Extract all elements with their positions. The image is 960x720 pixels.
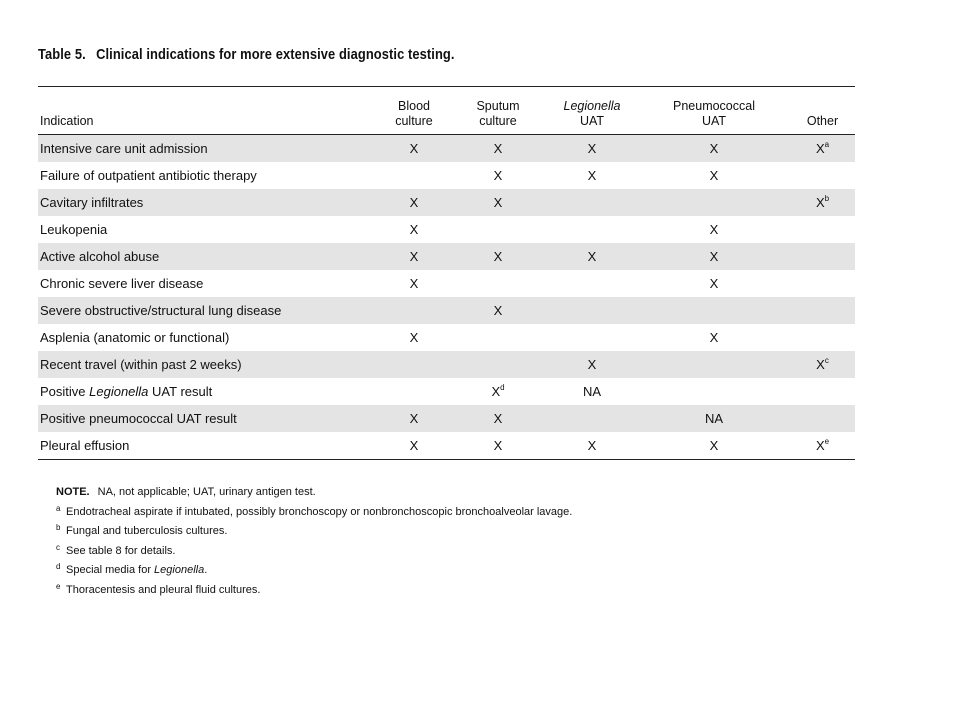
other-cell [790, 351, 855, 378]
table-number: Table 5. [38, 46, 86, 63]
indication-cell: Positive pneumococcal UAT result [38, 405, 378, 432]
cell-value: NA [582, 384, 602, 399]
sputum-cell [450, 351, 546, 378]
other-cell [790, 135, 855, 163]
other-cell [790, 324, 855, 351]
pneumo-cell [638, 162, 790, 189]
cell-value: X [587, 357, 597, 372]
table-caption: Clinical indications for more extensive diagnostic testing. [96, 46, 455, 63]
table-row [38, 270, 855, 297]
legionella-cell [546, 405, 638, 432]
cell-value: X [709, 222, 719, 237]
footnote-ref: c [824, 356, 829, 365]
pneumo-cell [638, 243, 790, 270]
legionella-cell [546, 216, 638, 243]
column-header-indication: Indication [38, 87, 378, 135]
cell-value: X [709, 438, 719, 453]
blood-cell [378, 324, 450, 351]
indication-cell: Leukopenia [38, 216, 378, 243]
table-row [38, 324, 855, 351]
footnotes [56, 501, 572, 599]
note-line [56, 484, 572, 501]
legionella-cell [546, 432, 638, 460]
legionella-cell [546, 135, 638, 163]
pneumo-cell [638, 216, 790, 243]
cell-value: X [409, 330, 419, 345]
indication-cell: Chronic severe liver disease [38, 270, 378, 297]
footnote [56, 579, 572, 599]
sputum-cell [450, 297, 546, 324]
blood-cell [378, 189, 450, 216]
cell-value: X [709, 249, 719, 264]
sputum-cell [450, 378, 546, 405]
other-cell [790, 432, 855, 460]
table-title [38, 46, 455, 63]
blood-cell [378, 378, 450, 405]
other-cell [790, 216, 855, 243]
footnote [56, 501, 572, 521]
cell-value: X [587, 249, 597, 264]
cell-value: X [409, 438, 419, 453]
footnote-ref: a [824, 140, 830, 149]
footnote-marker: e [56, 581, 61, 591]
legionella-cell [546, 351, 638, 378]
cell-value: X [709, 141, 719, 156]
pneumo-cell [638, 135, 790, 163]
pneumo-cell [638, 324, 790, 351]
column-header-other: Other [790, 87, 855, 135]
cell-value: X [493, 411, 503, 426]
cell-value: X [709, 276, 719, 291]
cell-value: X [709, 330, 719, 345]
indications-table [38, 86, 855, 460]
sputum-cell [450, 405, 546, 432]
legionella-cell [546, 189, 638, 216]
sputum-cell [450, 189, 546, 216]
column-header-pneumococcal-uat: Pneumococcal UAT [638, 87, 790, 135]
note-label: NOTE. [56, 486, 90, 498]
table-row [38, 432, 855, 460]
sputum-cell [450, 135, 546, 163]
table-notes [56, 484, 572, 598]
cell-value: X [409, 276, 419, 291]
table-header-row [38, 87, 855, 135]
other-cell [790, 270, 855, 297]
other-cell [790, 243, 855, 270]
other-cell [790, 297, 855, 324]
indication-cell: Severe obstructive/structural lung disease [38, 297, 378, 324]
cell-value: X [816, 357, 825, 372]
table-row [38, 189, 855, 216]
cell-value: X [587, 141, 597, 156]
footnote-ref: d [500, 383, 505, 392]
footnote-text: See table 8 for details. [66, 544, 176, 557]
blood-cell [378, 405, 450, 432]
blood-cell [378, 297, 450, 324]
footnote-marker: a [56, 503, 61, 513]
table-row [38, 405, 855, 432]
indication-cell: Intensive care unit admission [38, 135, 378, 163]
pneumo-cell [638, 270, 790, 297]
sputum-cell [450, 243, 546, 270]
cell-value: X [409, 141, 419, 156]
table-row [38, 243, 855, 270]
table-row [38, 135, 855, 163]
sputum-cell [450, 432, 546, 460]
cell-value: X [815, 438, 825, 453]
cell-value: X [409, 249, 419, 264]
cell-value: X [587, 438, 597, 453]
sputum-cell [450, 270, 546, 297]
footnote-text: Fungal and tuberculosis cultures. [66, 525, 228, 537]
cell-value: X [409, 222, 419, 237]
indication-cell: Failure of outpatient antibiotic therapy [38, 162, 378, 189]
legionella-cell [546, 270, 638, 297]
footnote-text: Endotracheal aspirate if intubated, possibly bronchoscopy or nonbronchoscopic bronchoalveolar lavage. [66, 505, 573, 518]
cell-value: X [493, 303, 503, 318]
table-row [38, 351, 855, 378]
indication-cell: Active alcohol abuse [38, 243, 378, 270]
indication-cell: Asplenia (anatomic or functional) [38, 324, 378, 351]
cell-value: X [493, 168, 503, 183]
other-cell [790, 162, 855, 189]
cell-value: X [815, 141, 825, 156]
pneumo-cell [638, 378, 790, 405]
cell-value: X [587, 168, 597, 183]
blood-cell [378, 432, 450, 460]
sputum-cell [450, 324, 546, 351]
pneumo-cell [638, 297, 790, 324]
blood-cell [378, 351, 450, 378]
blood-cell [378, 135, 450, 163]
cell-value: X [493, 249, 503, 264]
indication-cell: Positive Legionella UAT result [38, 378, 378, 405]
sputum-cell [450, 216, 546, 243]
blood-cell [378, 270, 450, 297]
table-row [38, 297, 855, 324]
legionella-cell [546, 324, 638, 351]
footnote [56, 520, 572, 540]
column-header-sputum-culture: Sputum culture [450, 87, 546, 135]
cell-value: X [493, 141, 503, 156]
indication-cell: Pleural effusion [38, 432, 378, 460]
footnote-marker: b [56, 523, 61, 532]
cell-value: X [493, 438, 503, 453]
cell-value: X [409, 411, 419, 426]
column-header-blood-culture: Blood culture [378, 87, 450, 135]
blood-cell [378, 162, 450, 189]
blood-cell [378, 216, 450, 243]
other-cell [790, 189, 855, 216]
legionella-cell [546, 162, 638, 189]
pneumo-cell [638, 405, 790, 432]
legionella-cell [546, 297, 638, 324]
footnote-ref: b [824, 194, 830, 203]
other-cell [790, 378, 855, 405]
legionella-cell [546, 378, 638, 405]
cell-value: X [493, 195, 503, 210]
pneumo-cell [638, 432, 790, 460]
indication-cell: Cavitary infiltrates [38, 189, 378, 216]
table-body [38, 135, 855, 460]
legionella-cell [546, 243, 638, 270]
pneumo-cell [638, 189, 790, 216]
table-row [38, 378, 855, 405]
footnote-text: Thoracentesis and pleural fluid cultures. [66, 583, 261, 596]
table-row [38, 162, 855, 189]
indication-cell: Recent travel (within past 2 weeks) [38, 351, 378, 378]
cell-value: X [709, 168, 719, 183]
footnote: d Special media for Legionella. [56, 559, 572, 579]
pneumo-cell [638, 351, 790, 378]
cell-value: X [409, 195, 419, 210]
footnote-ref: e [824, 437, 830, 446]
sputum-cell [450, 162, 546, 189]
blood-cell [378, 243, 450, 270]
note-text: NA, not applicable; UAT, urinary antigen test. [97, 486, 316, 498]
table-row [38, 216, 855, 243]
column-header-legionella-uat: Legionella UAT [546, 87, 638, 135]
cell-value: NA [704, 411, 724, 426]
other-cell [790, 405, 855, 432]
footnote-marker: d [56, 562, 61, 571]
cell-value: X [491, 384, 501, 399]
cell-value: X [815, 195, 825, 210]
footnote [56, 540, 572, 560]
footnote-marker: c [56, 542, 60, 552]
